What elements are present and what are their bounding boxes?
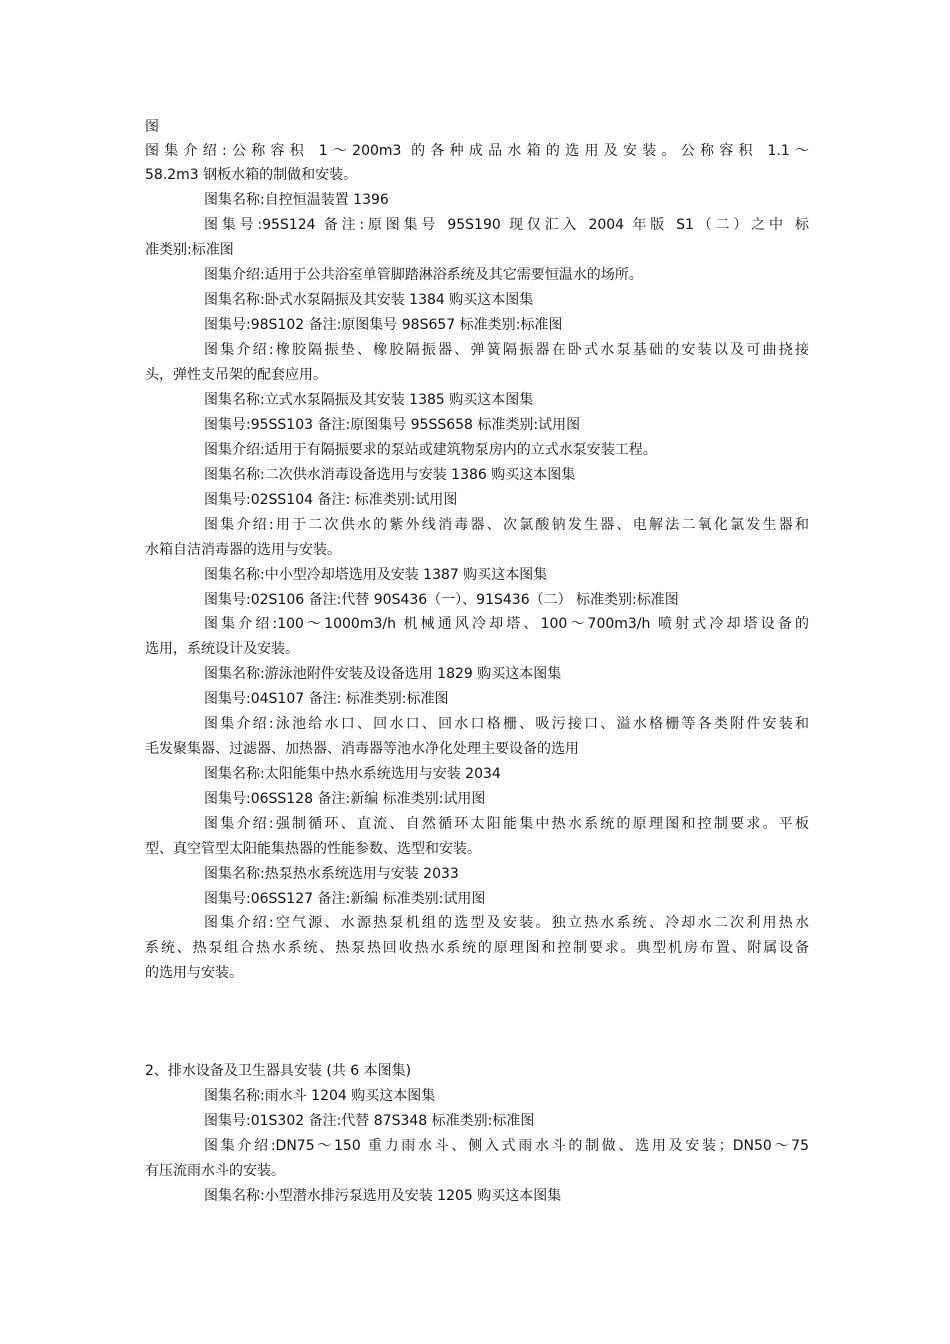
section-heading: 2、排水设备及卫生器具安装 (共 6 本图集) — [145, 1063, 412, 1079]
text-line: 图集号:98S102 备注:原图集号 98S657 标准类别:标准图 — [204, 317, 563, 333]
text-line: 图集名称:太阳能集中热水系统选用与安装 2034 — [204, 766, 501, 782]
text-line: 图集名称:自控恒温装置 1396 — [204, 192, 389, 208]
text-line: 毛发聚集器、过滤器、加热器、消毒器等池水净化处理主要设备的选用 — [145, 741, 579, 757]
text-line: 选用，系统设计及安装。 — [145, 641, 299, 657]
text-line: 图集介绍:强制循环、直流、自然循环太阳能集中热水系统的原理图和控制要求。平板 — [204, 816, 809, 832]
text-line: 图集名称:立式水泵隔振及其安装 1385 购买这本图集 — [204, 392, 534, 408]
text-line: 图集名称:二次供水消毒设备选用与安装 1386 购买这本图集 — [204, 467, 576, 483]
text-line: 图集名称:雨水斗 1204 购买这本图集 — [204, 1088, 436, 1104]
text-line: 图集名称:游泳池附件安装及设备选用 1829 购买这本图集 — [204, 666, 562, 682]
text-line: 图集名称:小型潜水排污泵选用及安装 1205 购买这本图集 — [204, 1188, 562, 1204]
text-line: 图 — [145, 119, 159, 135]
text-line: 型、真空管型太阳能集热器的性能参数、选型和安装。 — [145, 841, 481, 857]
text-line: 图集号:04S107 备注: 标准类别:标准图 — [204, 691, 449, 707]
text-line: 有压流雨水斗的安装。 — [145, 1163, 285, 1179]
text-line: 图集号:02SS104 备注: 标准类别:试用图 — [204, 492, 458, 508]
text-line: 图集号:95SS103 备注:原图集号 95SS658 标准类别:试用图 — [204, 417, 581, 433]
text-line: 图集名称:中小型冷却塔选用及安装 1387 购买这本图集 — [204, 567, 548, 583]
text-line: 图集号:06SS128 备注:新编 标准类别:试用图 — [204, 791, 486, 807]
text-line: 系统、热泵组合热水系统、热泵热回收热水系统的原理图和控制要求。典型机房布置、附属设备 — [145, 940, 809, 956]
text-line: 的选用与安装。 — [145, 965, 243, 981]
text-line: 图集介绍:空气源、水源热泵机组的选型及安装。独立热水系统、冷却水二次利用热水 — [204, 915, 809, 931]
text-line: 图集介绍:用于二次供水的紫外线消毒器、次氯酸钠发生器、电解法二氧化氯发生器和 — [204, 517, 809, 533]
text-line: 图集介绍:公称容积 1～200m3 的各种成品水箱的选用及安装。公称容积 1.1～ — [145, 143, 809, 159]
text-line: 图集名称:热泵热水系统选用与安装 2033 — [204, 866, 459, 882]
text-line: 图集介绍:DN75～150 重力雨水斗、侧入式雨水斗的制做、选用及安装；DN50～75 — [204, 1138, 809, 1154]
text-line: 图集介绍:适用于公共浴室单管脚踏淋浴系统及其它需要恒温水的场所。 — [204, 267, 643, 283]
text-line: 图集号:02S106 备注:代替 90S436（一）、91S436（二） 标准类别:标准图 — [204, 592, 679, 608]
text-line: 图集号:95S124 备注:原图集号 95S190 现仅汇入 2004 年版 S1（二）之中 标 — [204, 217, 809, 233]
text-line: 图集介绍:适用于有隔振要求的泵站或建筑物泵房内的立式水泵安装工程。 — [204, 442, 657, 458]
text-line: 图集介绍:100～1000m3/h 机械通风冷却塔、100～700m3/h 喷射式冷却塔设备的 — [204, 616, 809, 632]
text-line: 图集名称:卧式水泵隔振及其安装 1384 购买这本图集 — [204, 292, 534, 308]
text-line: 准类别:标准图 — [145, 242, 234, 258]
text-line: 图集号:01S302 备注:代替 87S348 标准类别:标准图 — [204, 1113, 535, 1129]
text-line: 水箱自洁消毒器的选用与安装。 — [145, 542, 341, 558]
text-line: 图集号:06SS127 备注:新编 标准类别:试用图 — [204, 891, 486, 907]
text-line: 图集介绍:橡胶隔振垫、橡胶隔振器、弹簧隔振器在卧式水泵基础的安装以及可曲挠接 — [204, 342, 809, 358]
text-line: 58.2m3 钢板水箱的制做和安装。 — [145, 167, 358, 183]
text-line: 头，弹性支吊架的配套应用。 — [145, 367, 327, 383]
text-line: 图集介绍:泳池给水口、回水口、回水口格栅、吸污接口、溢水格栅等各类附件安装和 — [204, 716, 809, 732]
